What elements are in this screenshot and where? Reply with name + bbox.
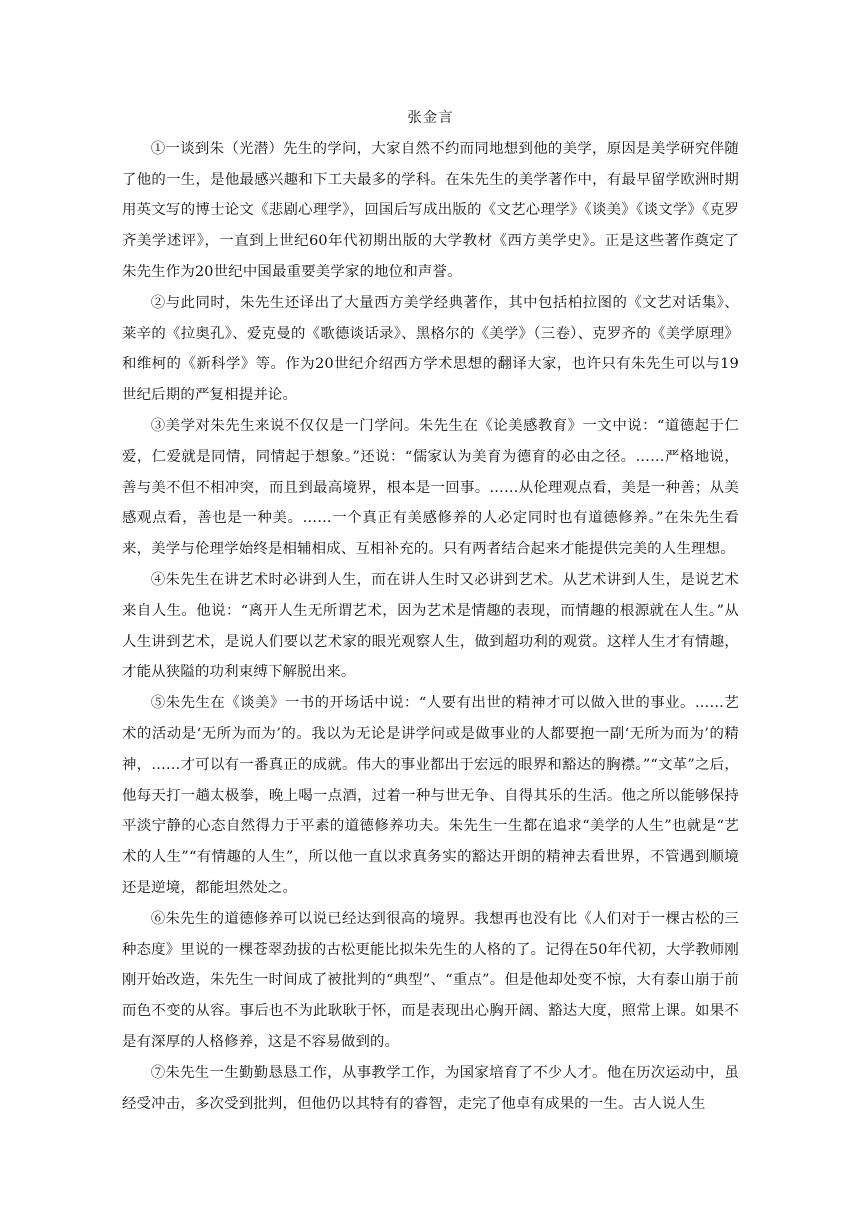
- paragraph-4: ④朱先生在讲艺术时必讲到人生，而在讲人生时又必讲到艺术。从艺术讲到人生，是说艺术来自人生。他说：“离开人生无所谓艺术，因为艺术是情趣的表现，而情趣的根源就在人生。”从人生讲到艺术，是说人们要以艺术家的眼光观察人生，做到超功利的观赏。这样人生才有情趣，才能从狭隘的功利束缚下解脱出来。: [122, 571, 739, 681]
- author-name: 张金言: [407, 110, 454, 126]
- paragraph-6: ⑥朱先生的道德修养可以说已经达到很高的境界。我想再也没有比《人们对于一棵古松的三种态度》里说的一棵苍翠劲拔的古松更能比拟朱先生的人格的了。记得在50年代初，大学教师刚刚开始改造，朱先生一时间成了被批判的“典型”、“重点”。但是他却处变不惊，大有泰山崩于前而色不变的从容。事后也不为此耿耿于怀，而是表现出心胸开阔、豁达大度，照常上课。如果不是有深厚的人格修养，这是不容易做到的。: [122, 910, 739, 1050]
- paragraph-1: ①一谈到朱（光潜）先生的学问，大家自然不约而同地想到他的美学，原因是美学研究伴随了他的一生，是他最感兴趣和下工夫最多的学科。在朱先生的美学著作中，有最早留学欧洲时期用英文写的博士论文《悲剧心理学》，回国后写成出版的《文艺心理学》《谈美》《谈文学》《克罗齐美学述评》，一直到上世纪60年代初期出版的大学教材《西方美学史》。正是这些著作奠定了朱先生作为20世纪中国最重要美学家的地位和声誉。: [122, 140, 739, 280]
- paragraph-3: ③美学对朱先生来说不仅仅是一门学问。朱先生在《论美感教育》一文中说：“道德起于仁爱，仁爱就是同情，同情起于想象。”还说：“儒家认为美育为德育的必由之径。……严格地说，善与美不但不相冲突，而且到最高境界，根本是一回事。……从伦理观点看，美是一种善；从美感观点看，善也是一种美。……一个真正有美感修养的人必定同时也有道德修养。”在朱先生看来，美学与伦理学始终是相辅相成、互相补充的。只有两者结合起来才能提供完美的人生理想。: [122, 417, 739, 558]
- paragraph-7: ⑦朱先生一生勤勤恳恳工作，从事教学工作，为国家培育了不少人才。他在历次运动中，虽经受冲击，多次受到批判，但他仍以其特有的睿智，走完了他卓有成果的一生。古人说人生: [122, 1064, 739, 1112]
- paragraph-2: ②与此同时，朱先生还译出了大量西方美学经典著作，其中包括柏拉图的《文艺对话集》、莱辛的《拉奥孔》、爱克曼的《歌德谈话录》、黑格尔的《美学》（三卷）、克罗齐的《美学原理》和维柯的《新科学》等。作为20世纪介绍西方学术思想的翻译大家，也许只有朱先生可以与19世纪后期的严复相提并论。: [122, 294, 739, 404]
- paragraph-5: ⑤朱先生在《谈美》一书的开场话中说：“人要有出世的精神才可以做入世的事业。……艺术的活动是‘无所为而为’的。我以为无论是讲学问或是做事业的人都要抱一副‘无所为而为’的精神，……才可以有一番真正的成就。伟大的事业都出于宏远的眼界和豁达的胸襟。”“文革”之后，他每天打一趟太极拳，晚上喝一点酒，过着一种与世无争、自得其乐的生活。他之所以能够保持平淡宁静的心态自然得力于平素的道德修养功夫。朱先生一生都在追求“美学的人生”也就是“艺术的人生”“有情趣的人生”，所以他一直以求真务实的豁达开朗的精神去看世界，不管遇到顺境还是逆境，都能坦然处之。: [122, 695, 739, 896]
